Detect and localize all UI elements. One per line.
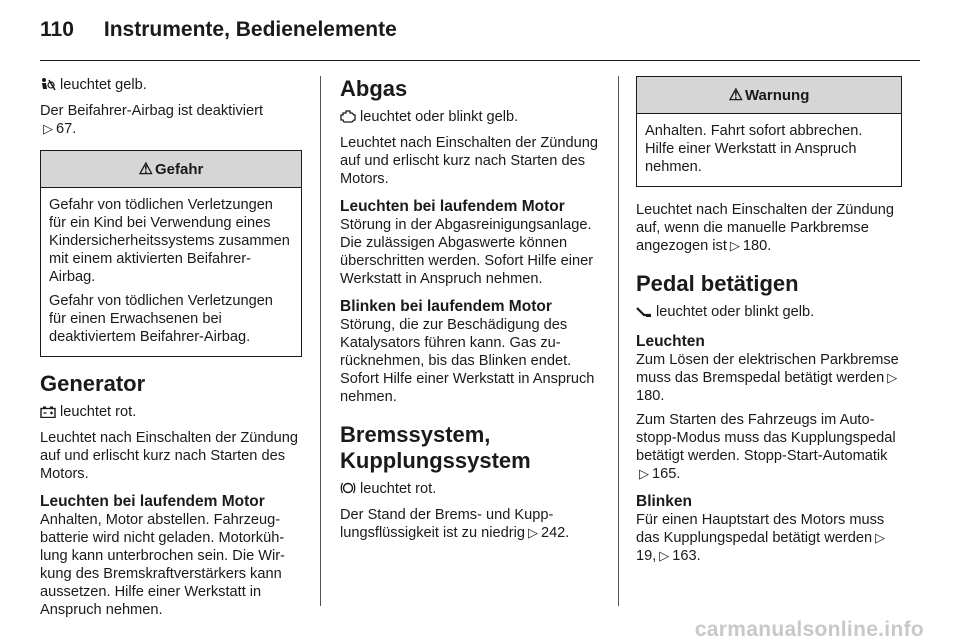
warning-box-text: Anhalten. Fahrt sofort abbrechen. Hilfe einer Werkstatt in Anspruch nehmen.: [645, 123, 863, 175]
handbrake-text: Leuchtet nach Einschalten der Zündung auf, wenn die manuelle Parkbremse angezogen ist: [636, 202, 895, 254]
danger-box-text-2: Gefahr von tödlichen Verletzungen für einen Erwachsenen bei deaktiviertem Beifahrer-Airbag.: [49, 293, 273, 345]
column-divider-1: [320, 76, 321, 606]
header-rule: [40, 60, 920, 61]
brems-heading-line2: Kupplungssystem: [340, 448, 531, 473]
ref-arrow-icon: ▷: [729, 238, 740, 253]
ref-arrow-icon: ▷: [875, 530, 886, 545]
pedal-icon: [636, 305, 652, 323]
abgas-sub2-heading: Blinken bei laufendem Motor: [340, 298, 552, 315]
ref-arrow-icon: ▷: [659, 548, 670, 563]
pedal-sub2-heading: Blinken: [636, 493, 692, 510]
brake-icon: [340, 481, 356, 500]
brems-ref[interactable]: 242.: [540, 525, 570, 541]
ref-arrow-icon: ▷: [639, 466, 649, 481]
pedal-status: leuchtet oder blinkt gelb.: [656, 304, 815, 320]
brems-text: Der Stand der Brems- und Kupplungsflüssigkeit ist zu niedrig: [340, 507, 554, 541]
abgas-sub1-heading: Leuchten bei laufendem Motor: [340, 198, 565, 215]
abgas-sub2-text: Störung, die zur Beschädigung des Katalysators führen kann. Gas zurücknehmen, bis das Blinken endet. Sofort Hilfe einer Werkstatt in Anspruch nehmen.: [340, 317, 595, 405]
column-divider-2: [618, 76, 619, 606]
abgas-text: Leuchtet nach Einschalten der Zündung auf und erlischt kurz nach Starten des Motors.: [340, 135, 599, 187]
handbrake-ref[interactable]: 180.: [742, 238, 772, 254]
pedal-heading: Pedal betätigen: [636, 271, 799, 296]
warning-box: [636, 76, 902, 187]
watermark: carmanualsonline.info: [694, 618, 924, 641]
page-number: 110: [40, 18, 74, 41]
ref-arrow-icon: ▷: [527, 525, 538, 540]
page-title: Instrumente, Bedienelemente: [103, 18, 397, 41]
warning-box-title: Warnung: [744, 86, 810, 104]
generator-heading: Generator: [40, 371, 146, 396]
airbag-off-icon: [40, 77, 56, 96]
generator-sub-text: Anhalten, Motor abstellen. Fahrzeugbatterie wird nicht geladen. Motorkühlung kann unterbrochen sein. Die Wirkung des Bremskraftverstärkers kann aussetzen. Hilfe einer Werkstatt in Anspruch nehmen.: [40, 512, 285, 618]
warning-box-header: [637, 77, 901, 114]
airbag-status: leuchtet gelb.: [60, 77, 147, 93]
generator-text: Leuchtet nach Einschalten der Zündung auf und erlischt kurz nach Starten des Motors.: [40, 430, 299, 482]
pedal-sub1-ref-a[interactable]: 180.: [636, 388, 665, 404]
pedal-sub2-ref-b[interactable]: 163.: [672, 548, 701, 564]
pedal-sub1-text-b: Zum Starten des Fahrzeugs im Auto-stopp-Modus muss das Kupplungspedal betätigt werden. Stopp-Start-Automatik: [636, 412, 896, 464]
pedal-sub1-heading: Leuchten: [636, 333, 705, 350]
danger-box-header: [41, 151, 301, 188]
abgas-sub1-text: Störung in der Abgasreinigungsanlage. Die zulässigen Abgaswerte können überschritten werden. Sofort Hilfe einer Werkstatt in Anspruch nehmen.: [340, 217, 594, 287]
pedal-sub2-ref-a[interactable]: 19,: [636, 548, 657, 564]
danger-box: [40, 150, 302, 357]
warning-triangle-icon: ⚠: [138, 161, 153, 178]
airbag-ref[interactable]: 67.: [56, 121, 77, 137]
brems-heading-line1: Bremssystem,: [340, 422, 491, 447]
brems-status: leuchtet rot.: [360, 481, 437, 497]
airbag-text: Der Beifahrer-Airbag ist deaktiviert: [40, 103, 264, 119]
page-header: [40, 18, 397, 48]
pedal-sub1-text-a: Zum Lösen der elektrischen Parkbremse muss das Bremspedal betätigt werden: [636, 352, 899, 386]
warning-triangle-icon: ⚠: [728, 87, 743, 104]
column-2: [340, 76, 602, 548]
generator-status: leuchtet rot.: [60, 404, 137, 420]
abgas-heading: Abgas: [340, 76, 408, 101]
abgas-status: leuchtet oder blinkt gelb.: [360, 109, 519, 125]
ref-arrow-icon: ▷: [887, 370, 898, 385]
battery-icon: [40, 405, 56, 423]
danger-box-text-1: Gefahr von tödlichen Verletzungen für ein Kind bei Verwendung eines Kindersicherheitssystems zusammen mit einem aktivierten Beifahrer-Airbag.: [49, 197, 290, 285]
pedal-sub2-text: Für einen Hauptstart des Motors muss das Kupplungspedal betätigt werden: [636, 512, 885, 546]
danger-box-title: Gefahr: [154, 160, 204, 178]
column-3: [636, 76, 902, 571]
column-1: [40, 76, 302, 625]
pedal-sub1-ref-b[interactable]: 165.: [652, 466, 681, 482]
ref-arrow-icon: ▷: [43, 121, 53, 136]
engine-icon: [340, 110, 356, 128]
generator-sub-heading: Leuchten bei laufendem Motor: [40, 493, 265, 510]
